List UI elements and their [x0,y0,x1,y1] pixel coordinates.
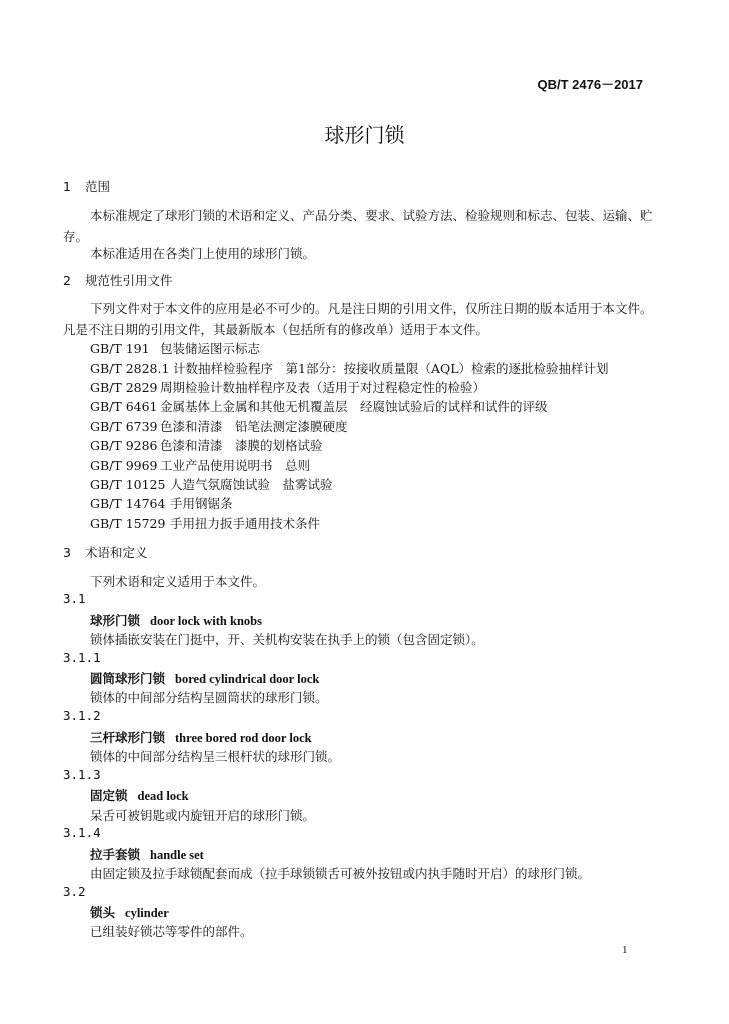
term-en: door lock with knobs [150,614,262,628]
reference-item [90,417,348,435]
reference-code: GB/T 9286 [90,438,158,453]
reference-title: 人造气氛腐蚀试验 盐雾试验 [170,477,333,492]
reference-code: GB/T 10125 [90,477,166,492]
reference-title: 手用扭力扳手通用技术条件 [170,516,321,531]
term-heading [90,786,189,804]
reference-code: GB/T 15729 [90,516,166,531]
reference-title: 色漆和清漆 漆膜的划格试验 [160,438,323,453]
reference-code: GB/T 14764 [90,496,166,511]
term-zh: 锁头 [90,905,116,920]
term-zh: 拉手套锁 [90,847,141,862]
term-definition: 已组装好锁芯等零件的部件。 [90,924,253,939]
reference-title: 周期检验计数抽样程序及表（适用于对过程稳定性的检验） [160,380,486,395]
term-en: dead lock [137,789,189,803]
section-2-heading [63,271,173,289]
section-2-paragraph: 下列文件对于本文件的应用是必不可少的。凡是注日期的引用文件，仅所注日期的版本适用于本文件。凡是不注日期的引用文件，其最新版本（包括所有的修改单）适用于本文件。 [63,301,653,337]
reference-title: 包装储运图示标志 [160,341,261,356]
reference-code: GB/T 191 [90,341,150,356]
reference-item [90,514,320,532]
section-number: 2 [63,273,71,288]
clause-number: 3.1.3 [63,767,101,782]
term-definition: 锁体插嵌安装在门挺中，开、关机构安装在执手上的锁（包含固定锁）。 [90,632,484,647]
reference-code: GB/T 6739 [90,419,158,434]
term-heading [90,845,204,863]
standard-code: QB/T 2476－2017 [537,77,643,92]
term-heading [90,728,312,746]
reference-title: 金属基体上金属和其他无机覆盖层 经腐蚀试验后的试样和试件的评级 [160,399,548,414]
section-1-paragraph-2: 本标准适用在各类门上使用的球形门锁。 [90,246,316,261]
reference-item [90,456,310,474]
reference-code: GB/T 9969 [90,458,158,473]
section-title: 术语和定义 [85,545,148,560]
reference-title: 计数抽样检验程序 第1部分：按接收质量限（AQL）检索的逐批检验抽样计划 [173,361,609,376]
term-definition: 锁体的中间部分结构呈三根杆状的球形门锁。 [90,749,341,764]
reference-item [90,436,323,454]
reference-code: GB/T 2829 [90,380,158,395]
clause-number: 3.1.2 [63,708,101,723]
term-en: bored cylindrical door lock [175,672,320,686]
reference-code: GB/T 6461 [90,399,158,414]
term-definition: 呆舌可被钥匙或内旋钮开启的球形门锁。 [90,808,316,823]
term-zh: 圆筒球形门锁 [90,671,166,686]
reference-item [90,378,485,396]
reference-item [90,339,260,357]
term-heading [90,903,169,921]
term-zh: 三杆球形门锁 [90,730,166,745]
section-3-heading [63,543,148,561]
section-3-paragraph: 下列术语和定义适用于本文件。 [90,574,266,589]
clause-number: 3.2 [63,884,86,899]
term-definition: 锁体的中间部分结构呈圆筒状的球形门锁。 [90,690,328,705]
clause-number: 3.1 [63,591,86,606]
section-title: 范围 [85,179,111,194]
page-number: 1 [622,944,628,956]
clause-number: 3.1.4 [63,825,101,840]
section-number: 1 [63,179,71,194]
reference-item [90,397,548,415]
reference-item [90,494,233,512]
term-zh: 球形门锁 [90,613,141,628]
reference-title: 色漆和清漆 铅笔法测定漆膜硬度 [160,419,348,434]
reference-title: 手用钢锯条 [170,496,233,511]
term-en: cylinder [125,906,169,920]
term-heading [90,611,262,629]
term-definition: 由固定锁及拉手球锁配套而成（拉手球锁锁舌可被外按钮或内执手随时开启）的球形门锁。 [90,866,591,881]
section-number: 3 [63,545,71,560]
term-zh: 固定锁 [90,788,128,803]
term-en: handle set [150,848,204,862]
reference-item [90,475,333,493]
clause-number: 3.1.1 [63,650,101,665]
reference-item [90,359,609,377]
section-1-paragraph-1: 本标准规定了球形门锁的术语和定义、产品分类、要求、试验方法、检验规则和标志、包装、运输、贮存。 [63,208,653,244]
document-title: 球形门锁 [324,123,405,147]
section-title: 规范性引用文件 [85,273,173,288]
term-heading [90,669,319,687]
term-en: three bored rod door lock [175,731,312,745]
reference-code: GB/T 2828.1 [90,361,170,376]
reference-title: 工业产品使用说明书 总则 [160,458,311,473]
section-1-heading [63,177,110,195]
